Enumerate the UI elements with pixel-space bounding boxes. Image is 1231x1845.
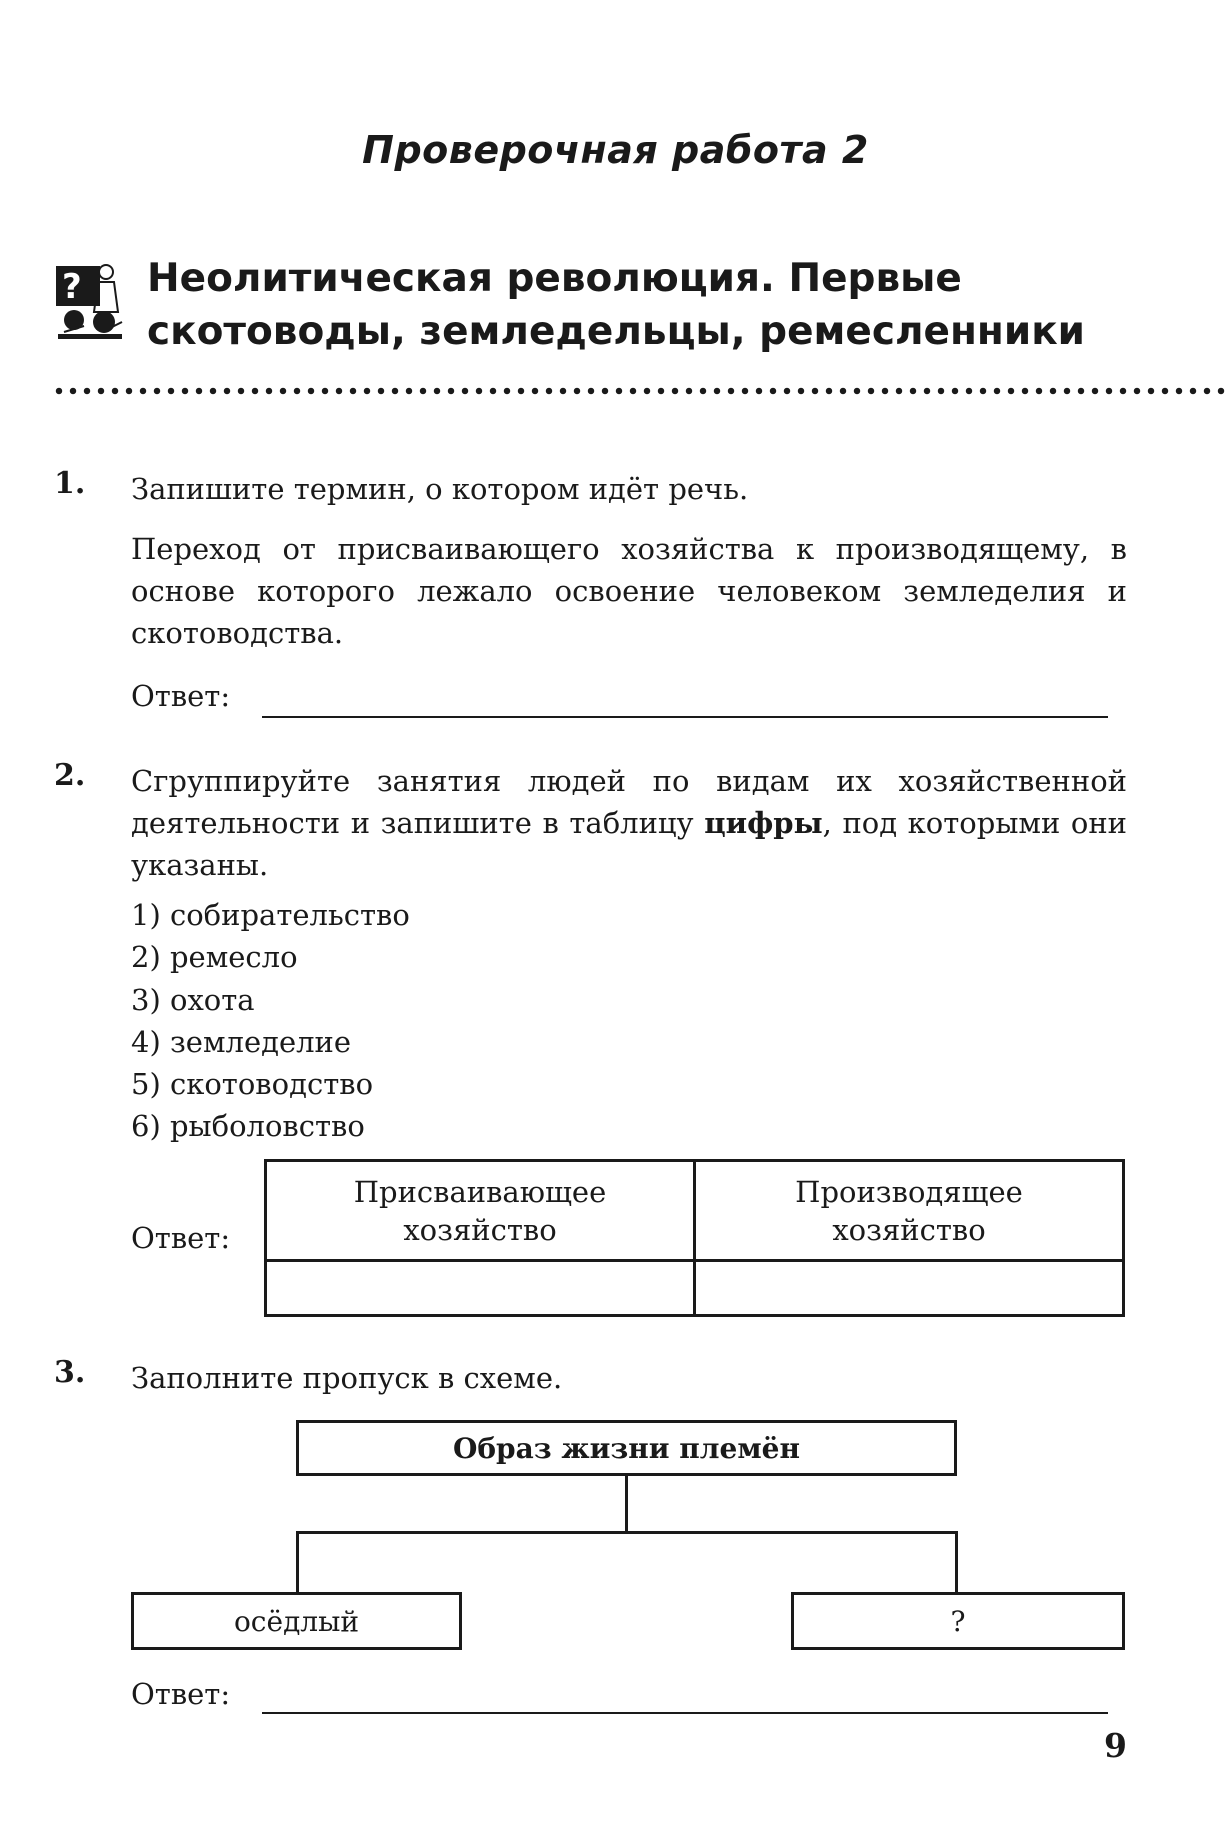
question-3-answer-line[interactable]	[262, 1712, 1108, 1714]
question-2-stem-part-2: , под которыми они указаны.	[131, 806, 1127, 882]
scheme-missing-box[interactable]: ?	[791, 1592, 1125, 1650]
question-1-answer-label: Ответ:	[131, 679, 231, 713]
question-2-options	[131, 894, 410, 1148]
list-item: 4) земледелие	[131, 1024, 352, 1059]
list-item: 1) собирательство	[131, 898, 410, 932]
question-2-stem	[131, 760, 1127, 886]
question-3-answer-label: Ответ:	[131, 1677, 231, 1711]
topic-title-line-2: скотоводы, земледельцы, ремесленники	[147, 309, 1085, 354]
svg-text:?: ?	[62, 267, 82, 307]
table-header-producing: Производящее хозяйство	[695, 1161, 1124, 1261]
scheme-root-box: Образ жизни племён	[296, 1420, 957, 1476]
answer-cell-appropriating[interactable]	[266, 1261, 695, 1316]
question-1-stem: Запишите термин, о котором идёт речь.	[131, 472, 749, 506]
dotted-separator	[52, 387, 1231, 395]
scheme-left-box: осёдлый	[131, 1592, 462, 1650]
table-header-row	[266, 1161, 1124, 1261]
question-2-answer-label: Ответ:	[131, 1221, 231, 1255]
scheme-connector	[955, 1531, 958, 1593]
list-item: 5) скотоводство	[131, 1067, 374, 1102]
question-1-answer-line[interactable]	[262, 716, 1108, 718]
question-2-stem-part-1: Сгруппируйте занятия людей по видам их хозяйственной деятельности и запишите в таблицу	[131, 764, 1127, 840]
table-header-appropriating: Присваивающее хозяйство	[266, 1161, 695, 1261]
list-item: 6) рыболовство	[131, 1109, 365, 1144]
question-1-text: Переход от присваивающего хозяйства к производящему, в основе которого лежало освоение человеком земледелия и скотоводства.	[131, 532, 1127, 650]
scheme-connector	[296, 1531, 958, 1534]
topic-title-line-1: Неолитическая революция. Первые	[147, 256, 962, 301]
scheme-connector	[296, 1531, 299, 1593]
scheme-connector	[625, 1475, 628, 1533]
question-1-number: 1.	[54, 466, 86, 501]
answer-cell-producing[interactable]	[695, 1261, 1124, 1316]
table-row	[266, 1261, 1124, 1316]
question-2-number: 2.	[54, 758, 86, 793]
question-2-stem-bold: цифры	[704, 806, 823, 840]
quiz-person-icon	[54, 262, 126, 342]
topic-title	[147, 252, 1207, 358]
question-2-answer-table	[264, 1159, 1125, 1317]
list-item: 2) ремесло	[131, 940, 298, 975]
question-3-number: 3.	[54, 1355, 86, 1390]
list-item: 3) охота	[131, 982, 255, 1017]
question-3-stem: Заполните пропуск в схеме.	[131, 1361, 563, 1395]
page-number: 9	[1104, 1726, 1127, 1765]
page-title: Проверочная работа 2	[362, 128, 869, 172]
